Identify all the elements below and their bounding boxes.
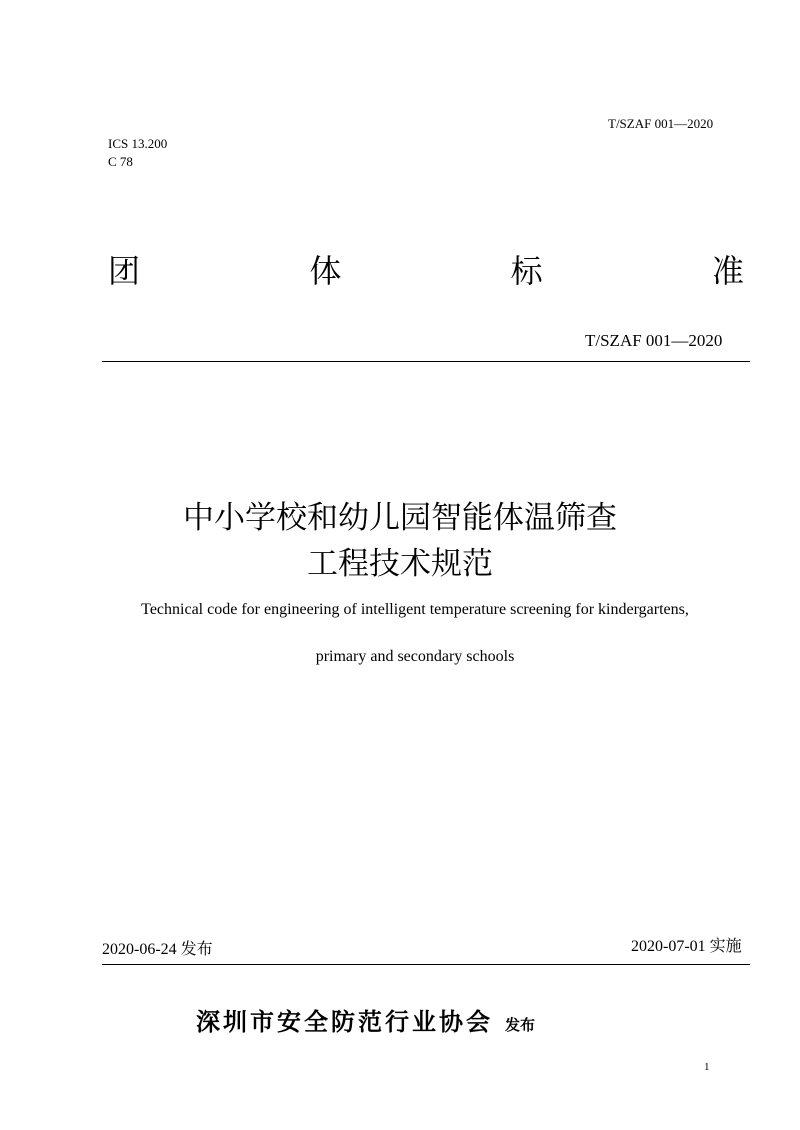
title-english-line2: primary and secondary schools: [315, 648, 515, 665]
standard-type-char: 体: [309, 252, 342, 290]
publisher-suffix: 发布: [505, 1016, 536, 1034]
ccs-code: C 78: [108, 154, 133, 169]
title-english-line1: Technical code for engineering of intelligent temperature screening for kindergartens,: [141, 601, 689, 618]
standard-type-char: 标: [510, 252, 543, 290]
page-number: 1: [704, 1061, 710, 1073]
bottom-divider: [102, 964, 750, 965]
standard-type-char: 准: [711, 252, 744, 290]
implementation-date: 2020-07-01 实施: [631, 938, 742, 955]
publisher-name: 深圳市安全防范行业协会: [196, 1008, 493, 1036]
top-divider: [102, 361, 750, 362]
publisher-line: [196, 1002, 535, 1037]
standard-code: T/SZAF 001—2020: [585, 331, 723, 350]
ics-code: ICS 13.200: [108, 136, 168, 151]
title-chinese-line2: 工程技术规范: [307, 546, 493, 582]
standard-type-char: 团: [108, 252, 141, 290]
issue-date: 2020-06-24 发布: [102, 941, 213, 958]
title-chinese-line1: 中小学校和幼儿园智能体温筛查: [183, 500, 617, 536]
classification-block: [108, 135, 167, 171]
header-standard-code: T/SZAF 001—2020: [608, 116, 714, 131]
standard-type-heading: [108, 246, 744, 292]
